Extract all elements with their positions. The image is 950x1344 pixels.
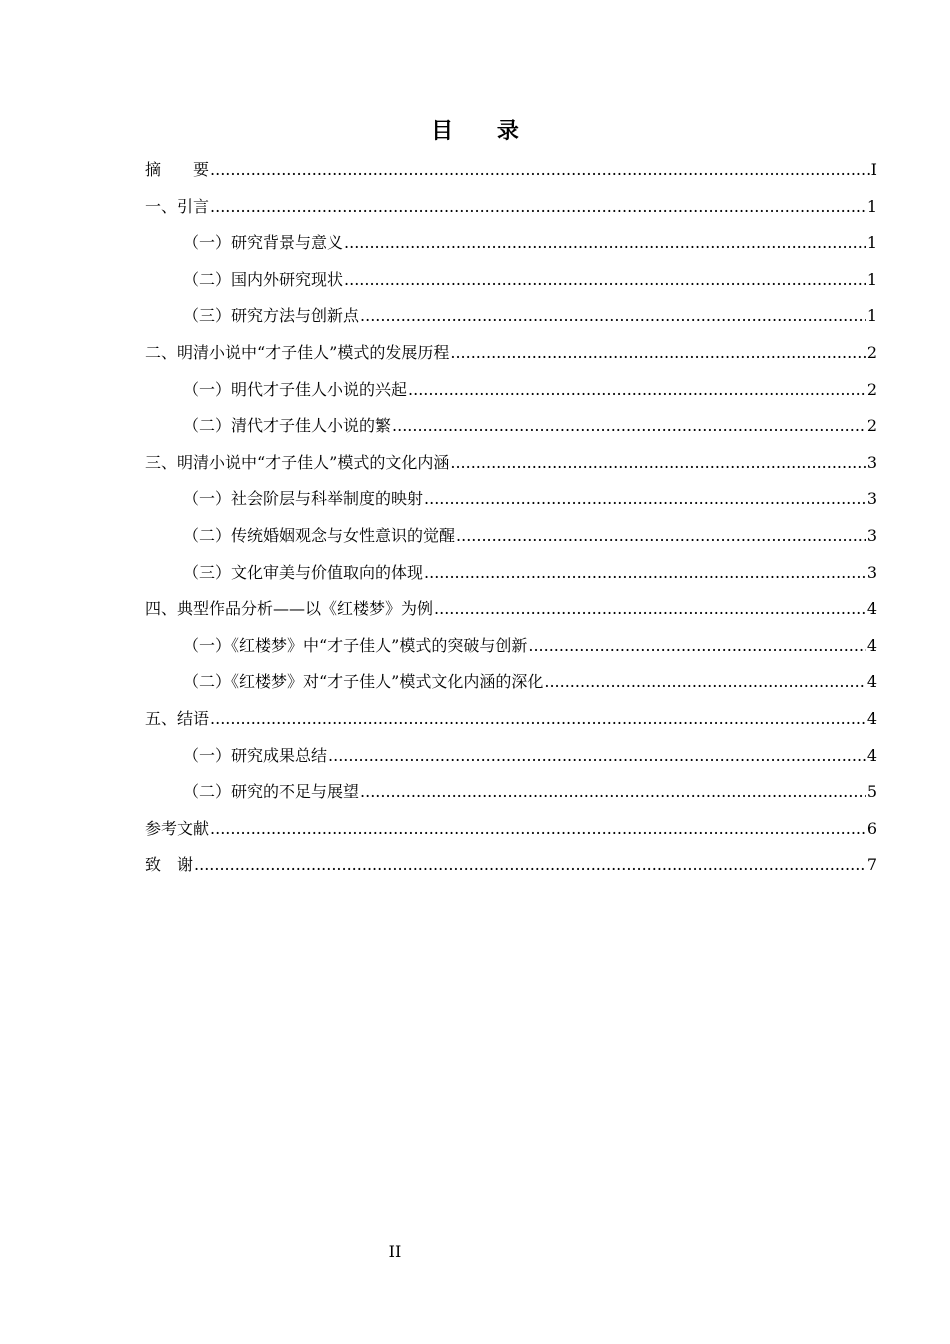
toc-entry-label: 四、典型作品分析——以《红楼梦》为例 bbox=[145, 599, 434, 619]
toc-entry-label: （一）研究背景与意义 bbox=[183, 233, 344, 253]
dot-leader bbox=[450, 335, 865, 372]
dot-leader bbox=[424, 481, 866, 518]
dot-leader bbox=[450, 445, 865, 482]
toc-entry-label: （二）国内外研究现状 bbox=[183, 269, 344, 289]
toc-entry[interactable] bbox=[145, 262, 877, 299]
toc-entry-page: 4 bbox=[866, 708, 877, 728]
toc-entry[interactable] bbox=[145, 664, 877, 701]
toc-entry[interactable] bbox=[145, 555, 877, 592]
toc-entry-label: 一、引言 bbox=[145, 196, 210, 216]
toc-entry-page: 3 bbox=[866, 525, 877, 545]
dot-leader bbox=[392, 408, 866, 445]
toc-entry[interactable] bbox=[145, 628, 877, 665]
dot-leader bbox=[434, 591, 866, 628]
toc-entry-label: （一）《红楼梦》中“才子佳人”模式的突破与创新 bbox=[183, 635, 528, 655]
toc-entry[interactable] bbox=[145, 591, 877, 628]
dot-leader bbox=[344, 225, 866, 262]
toc-entry[interactable] bbox=[145, 298, 877, 335]
toc-entry-page: 1 bbox=[866, 306, 877, 326]
toc-entry-page: 2 bbox=[866, 342, 877, 362]
dot-leader bbox=[408, 372, 866, 409]
toc-entry[interactable] bbox=[145, 225, 877, 262]
dot-leader bbox=[210, 701, 866, 738]
toc-entry-page: I bbox=[870, 160, 877, 179]
dot-leader bbox=[344, 262, 866, 299]
toc-entry[interactable] bbox=[145, 738, 877, 775]
dot-leader bbox=[210, 152, 870, 189]
toc-entry[interactable] bbox=[145, 372, 877, 409]
toc-entry[interactable] bbox=[145, 445, 877, 482]
table-of-contents bbox=[145, 152, 877, 884]
toc-entry-page: 3 bbox=[866, 562, 877, 582]
toc-entry-label: （二）《红楼梦》对“才子佳人”模式文化内涵的深化 bbox=[183, 672, 544, 692]
toc-entry-page: 4 bbox=[866, 635, 877, 655]
dot-leader bbox=[424, 555, 866, 592]
toc-entry[interactable] bbox=[145, 847, 877, 884]
toc-entry-page: 4 bbox=[866, 599, 877, 619]
dot-leader bbox=[360, 774, 866, 811]
toc-entry-label: （二）清代才子佳人小说的繁 bbox=[183, 416, 392, 436]
toc-entry[interactable] bbox=[145, 811, 877, 848]
toc-entry-label: （一）社会阶层与科举制度的映射 bbox=[183, 489, 424, 509]
toc-entry[interactable] bbox=[145, 518, 877, 555]
page-number: II bbox=[388, 1242, 402, 1261]
toc-entry-page: 2 bbox=[866, 379, 877, 399]
toc-entry[interactable] bbox=[145, 189, 877, 226]
toc-entry-label: 致 谢 bbox=[145, 855, 194, 875]
toc-entry-label: 三、明清小说中“才子佳人”模式的文化内涵 bbox=[145, 452, 450, 472]
toc-entry-label: 二、明清小说中“才子佳人”模式的发展历程 bbox=[145, 342, 450, 362]
dot-leader bbox=[528, 628, 865, 665]
dot-leader bbox=[456, 518, 866, 555]
toc-entry-label: 摘 要 bbox=[145, 160, 210, 179]
toc-entry[interactable] bbox=[145, 701, 877, 738]
dot-leader bbox=[210, 811, 866, 848]
dot-leader bbox=[328, 738, 866, 775]
toc-entry-label: （一）明代才子佳人小说的兴起 bbox=[183, 379, 408, 399]
toc-entry[interactable] bbox=[145, 408, 877, 445]
toc-entry-page: 3 bbox=[866, 452, 877, 472]
toc-entry-page: 6 bbox=[866, 818, 877, 838]
dot-leader bbox=[544, 664, 865, 701]
toc-entry-page: 1 bbox=[866, 269, 877, 289]
toc-entry[interactable] bbox=[145, 774, 877, 811]
toc-entry[interactable] bbox=[145, 335, 877, 372]
toc-entry-page: 1 bbox=[866, 233, 877, 253]
toc-entry-label: 参考文献 bbox=[145, 818, 210, 838]
toc-entry-page: 3 bbox=[866, 489, 877, 509]
toc-entry-page: 4 bbox=[866, 745, 877, 765]
dot-leader bbox=[210, 189, 866, 226]
toc-entry-label: （三）研究方法与创新点 bbox=[183, 306, 360, 326]
toc-entry-page: 2 bbox=[866, 416, 877, 436]
toc-entry-page: 4 bbox=[866, 672, 877, 692]
toc-title: 目 录 bbox=[431, 118, 537, 144]
toc-entry[interactable] bbox=[145, 481, 877, 518]
toc-entry-label: （二）研究的不足与展望 bbox=[183, 782, 360, 802]
dot-leader bbox=[360, 298, 866, 335]
toc-entry-page: 1 bbox=[866, 196, 877, 216]
toc-entry-page: 7 bbox=[866, 855, 877, 875]
toc-entry-label: （二）传统婚姻观念与女性意识的觉醒 bbox=[183, 525, 456, 545]
toc-entry-label: （一）研究成果总结 bbox=[183, 745, 328, 765]
dot-leader bbox=[194, 847, 866, 884]
toc-entry-page: 5 bbox=[866, 782, 877, 802]
toc-entry-label: （三）文化审美与价值取向的体现 bbox=[183, 562, 424, 582]
toc-entry[interactable] bbox=[145, 152, 877, 189]
toc-entry-label: 五、结语 bbox=[145, 708, 210, 728]
